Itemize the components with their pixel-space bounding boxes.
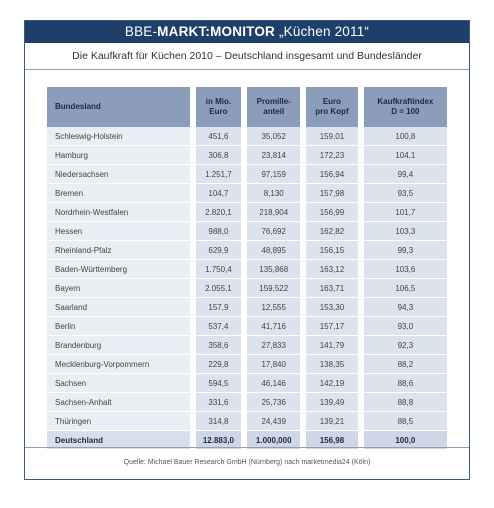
cell-kopf: 142,19 <box>300 374 358 393</box>
kaufkraft-table <box>47 87 447 450</box>
table-row <box>47 317 447 336</box>
col-header-bundesland: Bundesland <box>47 87 190 127</box>
cell-mio: 229,8 <box>190 355 242 374</box>
cell-promille: 35,052 <box>241 127 300 146</box>
cell-bundesland: Brandenburg <box>47 336 190 355</box>
cell-kopf: 172,23 <box>300 146 358 165</box>
table-row <box>47 298 447 317</box>
cell-bundesland: Bremen <box>47 184 190 203</box>
table-row <box>47 279 447 298</box>
report-frame <box>24 20 470 480</box>
cell-index: 88,5 <box>358 412 447 431</box>
cell-total-label: Deutschland <box>47 431 190 450</box>
cell-kopf: 138,35 <box>300 355 358 374</box>
cell-promille: 218,904 <box>241 203 300 222</box>
subtitle: Die Kaufkraft für Küchen 2010 – Deutschland insgesamt und Bundesländer <box>25 43 469 70</box>
col-header-mio-euro: in Mio. Euro <box>190 87 242 127</box>
cell-index: 93,5 <box>358 184 447 203</box>
cell-mio: 2.820,1 <box>190 203 242 222</box>
footer-divider <box>25 447 469 448</box>
cell-bundesland: Mecklenburg-Vorpommern <box>47 355 190 374</box>
cell-mio: 451,6 <box>190 127 242 146</box>
cell-index: 101,7 <box>358 203 447 222</box>
cell-bundesland: Schleswig-Holstein <box>47 127 190 146</box>
table-container <box>47 87 447 450</box>
table-row <box>47 184 447 203</box>
cell-index: 103,6 <box>358 260 447 279</box>
cell-index: 92,3 <box>358 336 447 355</box>
table-row <box>47 127 447 146</box>
cell-total-kopf: 156,98 <box>300 431 358 450</box>
cell-promille: 12,555 <box>241 298 300 317</box>
cell-kopf: 156,15 <box>300 241 358 260</box>
col-header-pro-kopf: Euro pro Kopf <box>300 87 358 127</box>
cell-promille: 27,833 <box>241 336 300 355</box>
cell-index: 94,3 <box>358 298 447 317</box>
table-row <box>47 146 447 165</box>
cell-promille: 135,868 <box>241 260 300 279</box>
cell-kopf: 159,01 <box>300 127 358 146</box>
cell-promille: 46,146 <box>241 374 300 393</box>
cell-promille: 23,814 <box>241 146 300 165</box>
col-header-promille: Promille- anteil <box>241 87 300 127</box>
cell-index: 103,3 <box>358 222 447 241</box>
cell-promille: 41,716 <box>241 317 300 336</box>
cell-promille: 97,159 <box>241 165 300 184</box>
col-header-index: Kaufkraftindex D = 100 <box>358 87 447 127</box>
cell-bundesland: Thüringen <box>47 412 190 431</box>
cell-index: 100,8 <box>358 127 447 146</box>
cell-promille: 8,130 <box>241 184 300 203</box>
cell-bundesland: Baden-Württemberg <box>47 260 190 279</box>
cell-promille: 76,692 <box>241 222 300 241</box>
cell-bundesland: Sachsen-Anhalt <box>47 393 190 412</box>
cell-kopf: 163,12 <box>300 260 358 279</box>
cell-index: 93,0 <box>358 317 447 336</box>
cell-kopf: 153,30 <box>300 298 358 317</box>
cell-kopf: 162,82 <box>300 222 358 241</box>
cell-promille: 17,840 <box>241 355 300 374</box>
title-brand: MARKT:MONITOR <box>157 24 276 39</box>
cell-kopf: 163,71 <box>300 279 358 298</box>
cell-total-mio: 12.883,0 <box>190 431 242 450</box>
cell-mio: 988,0 <box>190 222 242 241</box>
cell-kopf: 141,79 <box>300 336 358 355</box>
table-row <box>47 165 447 184</box>
cell-promille: 25,736 <box>241 393 300 412</box>
table-header-row <box>47 87 447 127</box>
cell-bundesland: Rheinland-Pfalz <box>47 241 190 260</box>
cell-mio: 537,4 <box>190 317 242 336</box>
table-row <box>47 374 447 393</box>
cell-mio: 314,8 <box>190 412 242 431</box>
cell-mio: 331,6 <box>190 393 242 412</box>
cell-index: 88,2 <box>358 355 447 374</box>
cell-index: 104,1 <box>358 146 447 165</box>
cell-kopf: 156,99 <box>300 203 358 222</box>
title-banner <box>25 21 469 43</box>
cell-kopf: 156,94 <box>300 165 358 184</box>
cell-index: 88,8 <box>358 393 447 412</box>
cell-index: 88,6 <box>358 374 447 393</box>
table-row <box>47 393 447 412</box>
cell-kopf: 139,21 <box>300 412 358 431</box>
cell-bundesland: Hessen <box>47 222 190 241</box>
table-row <box>47 412 447 431</box>
cell-mio: 306,8 <box>190 146 242 165</box>
source-note: Quelle: Michael Bauer Research GmbH (Nürnberg) nach marketmedia24 (Köln) <box>123 459 371 466</box>
table-row <box>47 241 447 260</box>
cell-promille: 48,895 <box>241 241 300 260</box>
cell-bundesland: Sachsen <box>47 374 190 393</box>
cell-total-index: 100,0 <box>358 431 447 450</box>
table-row <box>47 336 447 355</box>
cell-total-promille: 1.000,000 <box>241 431 300 450</box>
table-row <box>47 260 447 279</box>
cell-mio: 2.055,1 <box>190 279 242 298</box>
title-prefix: BBE- <box>124 24 158 39</box>
cell-kopf: 157,17 <box>300 317 358 336</box>
cell-mio: 1.251,7 <box>190 165 242 184</box>
cell-mio: 358,6 <box>190 336 242 355</box>
cell-index: 99,3 <box>358 241 447 260</box>
cell-promille: 24,439 <box>241 412 300 431</box>
cell-mio: 629,9 <box>190 241 242 260</box>
cell-kopf: 139,49 <box>300 393 358 412</box>
cell-bundesland: Bayern <box>47 279 190 298</box>
cell-promille: 159,522 <box>241 279 300 298</box>
cell-mio: 1.750,4 <box>190 260 242 279</box>
cell-mio: 594,5 <box>190 374 242 393</box>
cell-mio: 104,7 <box>190 184 242 203</box>
cell-bundesland: Hamburg <box>47 146 190 165</box>
cell-bundesland: Berlin <box>47 317 190 336</box>
table-body <box>47 127 447 450</box>
cell-bundesland: Niedersachsen <box>47 165 190 184</box>
title-suffix: „Küchen 2011“ <box>275 24 370 39</box>
cell-bundesland: Nordrhein-Westfalen <box>47 203 190 222</box>
table-row <box>47 222 447 241</box>
cell-index: 106,5 <box>358 279 447 298</box>
table-row <box>47 203 447 222</box>
table-row <box>47 355 447 374</box>
cell-mio: 157,9 <box>190 298 242 317</box>
cell-index: 99,4 <box>358 165 447 184</box>
cell-kopf: 157,98 <box>300 184 358 203</box>
cell-bundesland: Saarland <box>47 298 190 317</box>
